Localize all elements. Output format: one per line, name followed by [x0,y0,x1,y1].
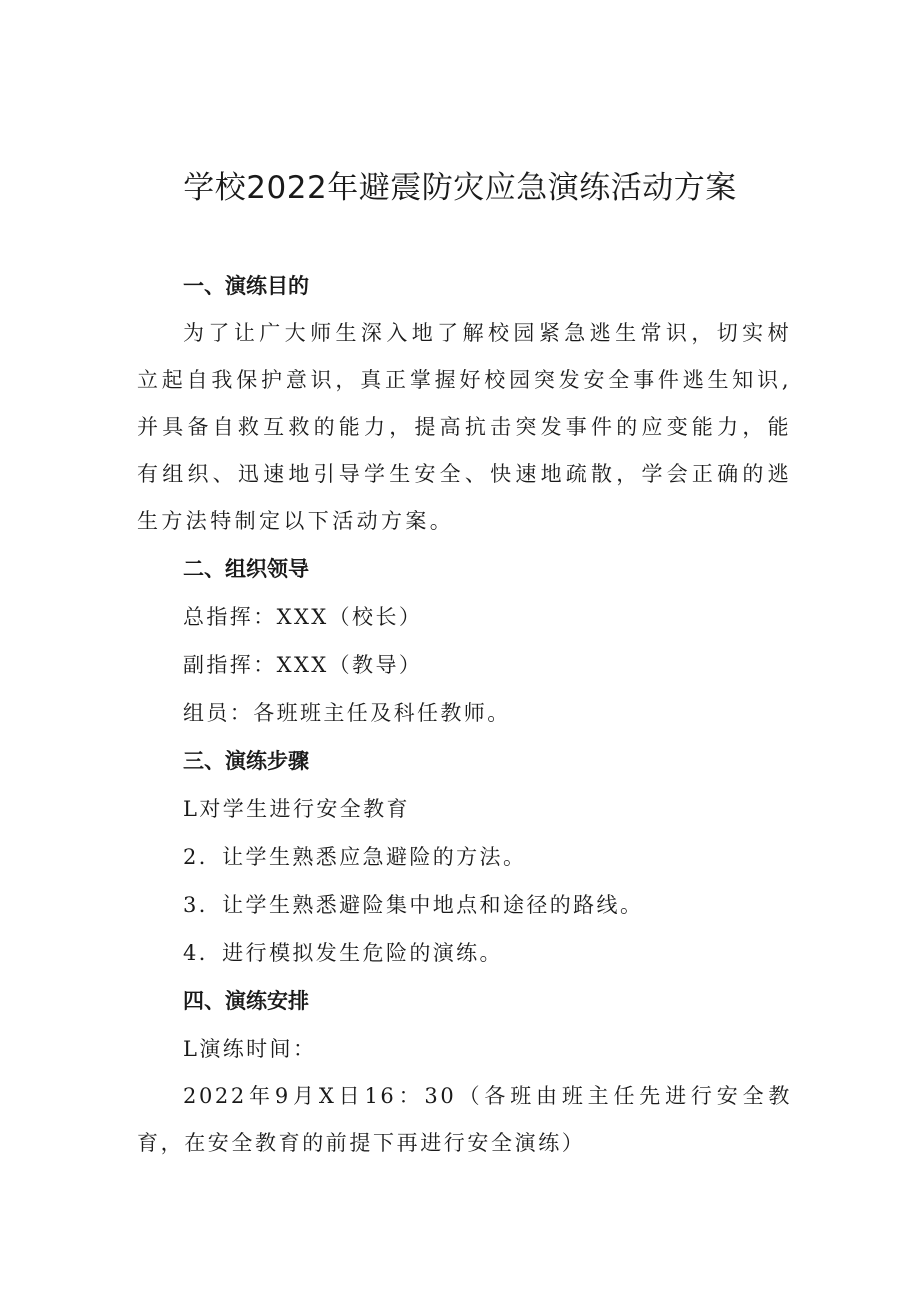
commander-line: 总指挥：XXX（校长） [183,605,423,629]
step-3: 3．让学生熟悉避险集中地点和途径的路线。 [183,893,644,917]
deputy-commander-line: 副指挥：XXX（教导） [183,653,423,677]
document-title: 学校2022年避震防灾应急演练活动方案 [183,170,737,206]
drill-time-paragraph: 2022年9月X日16：30（各班由班主任先进行安全教育，在安全教育的前提下再进行安全演练） [137,1084,792,1155]
purpose-paragraph: 为了让广大师生深入地了解校园紧急逃生常识，切实树立起自我保护意识，真正掌握好校园突发安全事件逃生知识,并具备自救互救的能力，提高抗击突发事件的应变能力，能有组织、迅速地引导学生安全、快速地疏散，学会正确的逃生方法特制定以下活动方案。 [137,321,792,533]
step-1: L对学生进行安全教育 [183,797,410,821]
section-heading-arrangement: 四、演练安排 [183,989,309,1013]
document-body [137,262,792,1167]
section-heading-purpose: 一、演练目的 [183,274,309,298]
drill-time-label: L演练时间： [183,1037,317,1061]
section-heading-steps: 三、演练步骤 [183,749,309,773]
members-line: 组员：各班班主任及科任教师。 [183,701,511,725]
section-heading-organization: 二、组织领导 [183,557,309,581]
step-2: 2．让学生熟悉应急避险的方法。 [183,845,527,869]
step-4: 4．进行模拟发生危险的演练。 [183,941,503,965]
